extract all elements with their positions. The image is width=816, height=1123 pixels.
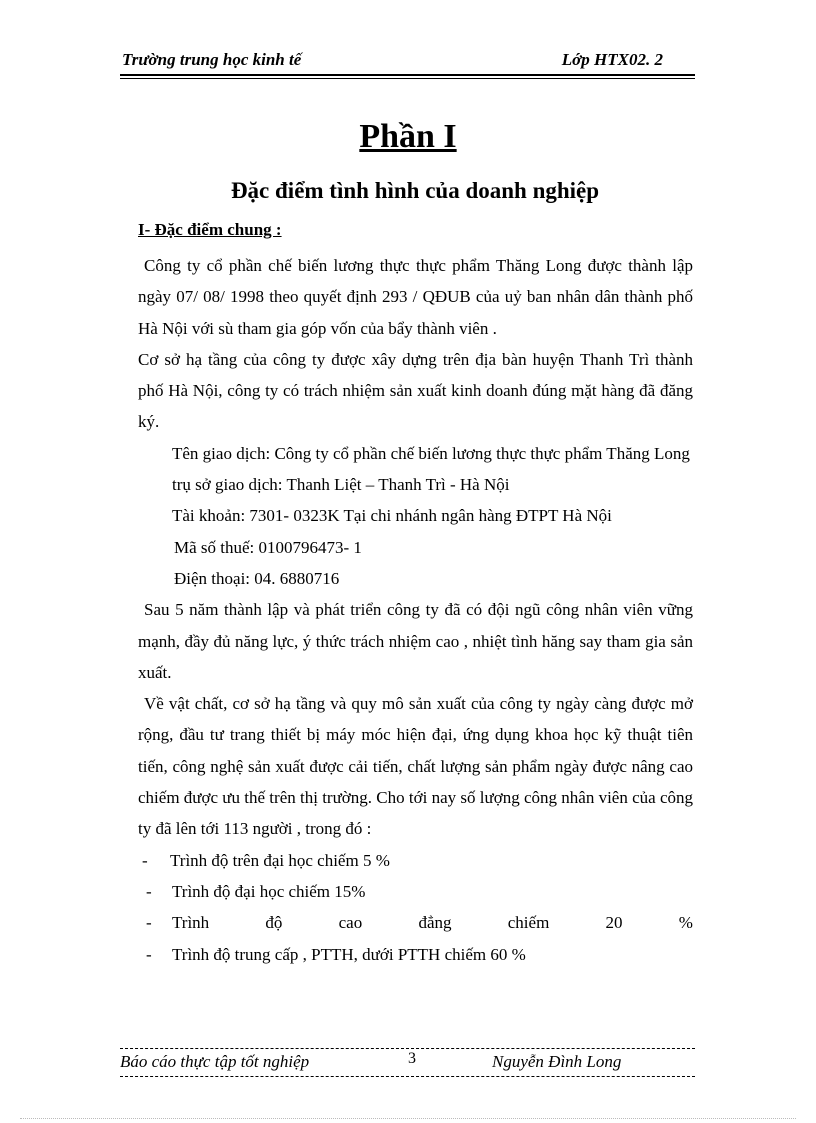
footer-author: Nguyễn Đình Long [492, 1052, 622, 1071]
part-title: Phần I [359, 118, 457, 155]
bullet-dash: - [142, 850, 148, 870]
paragraph-facilities: Về vật chất, cơ sở hạ tầng và quy mô sản xuất của công ty ngày càng được mở rộng, đầu tư trang thiết bị máy móc hiện đại, ứng dụng khoa học kỹ thuật tiên tiến, công nghệ sản xuất được cải tiến, chất lượng sản phẩm ngày được nâng cao chiếm được ưu thế trên thị trường. Cho tới nay số lượng công nhân viên của công ty đã lên tới 113 người , trong đó : [138, 694, 693, 839]
page-number: 3 [408, 1050, 416, 1067]
list-item [138, 876, 693, 907]
bullet-dash: - [146, 944, 152, 964]
paragraph-infrastructure: Cơ sở hạ tầng của công ty được xây dựng trên địa bàn huyện Thanh Trì thành phố Hà Nội, công ty có trách nhiệm sản xuất kinh doanh đúng mặt hàng đã đăng ký. [138, 349, 693, 432]
list-item [138, 939, 693, 970]
page-header [120, 48, 695, 76]
office-address: trụ sở giao dịch: Thanh Liệt – Thanh Trì - Hà Nội [172, 475, 510, 495]
header-rule [120, 78, 695, 79]
word: độ [265, 913, 283, 933]
bullet-text: Trình độ trung cấp , PTTH, dưới PTTH chiếm 60 % [172, 944, 526, 964]
body-text [138, 250, 693, 970]
paragraph-staff: Sau 5 năm thành lập và phát triển công ty đã có đội ngũ công nhân viên vững mạnh, đầy đủ năng lực, ý thức trách nhiệm cao , nhiệt tình hăng say tham gia sản xuất. [138, 600, 693, 682]
bullet-text: Trình độ đại học chiếm 15% [172, 881, 366, 901]
footer-rule-top [120, 1048, 695, 1049]
word: 20 [605, 913, 623, 933]
paragraph-intro: Công ty cổ phần chế biến lương thực thực phẩm Thăng Long được thành lập ngày 07/ 08/ 1998 theo quyết định 293 / QĐUB của uỷ ban nhân dân thành phố Hà Nội với sù tham gia góp vốn của bẩy thành viên . [138, 256, 693, 338]
paragraph-trade-name: Tên giao dịch: Công ty cổ phần chế biến lương thực thực phẩm Thăng Long [172, 443, 690, 463]
header-school: Trường trung học kinh tế [122, 50, 302, 69]
bullet-text-justified [172, 907, 693, 938]
bullet-dash: - [146, 913, 152, 933]
word: cao [338, 913, 363, 933]
list-item [138, 907, 693, 938]
list-item [138, 845, 693, 876]
word: % [678, 913, 693, 933]
word: đẳng [418, 913, 452, 933]
page-edge [20, 1118, 796, 1119]
word: Trình [172, 913, 210, 933]
word: chiếm [507, 913, 550, 933]
bullet-text: Trình độ trên đại học chiếm 5 % [170, 850, 390, 870]
bullet-dash: - [146, 881, 152, 901]
tax-code: Mã số thuế: 0100796473- 1 [174, 537, 362, 557]
chapter-subtitle: Đặc điểm tình hình của doanh nghiệp [230, 178, 600, 203]
bank-account: Tài khoản: 7301- 0323K Tại chi nhánh ngân hàng ĐTPT Hà Nội [172, 506, 612, 526]
section-heading: I- Đặc điểm chung : [138, 220, 282, 239]
footer-rule-bottom [120, 1076, 695, 1077]
footer-report-title: Báo cáo thực tập tốt nghiệp [120, 1052, 310, 1071]
header-class: Lớp HTX02. 2 [561, 50, 663, 69]
phone-number: Điện thoại: 04. 6880716 [174, 568, 340, 588]
